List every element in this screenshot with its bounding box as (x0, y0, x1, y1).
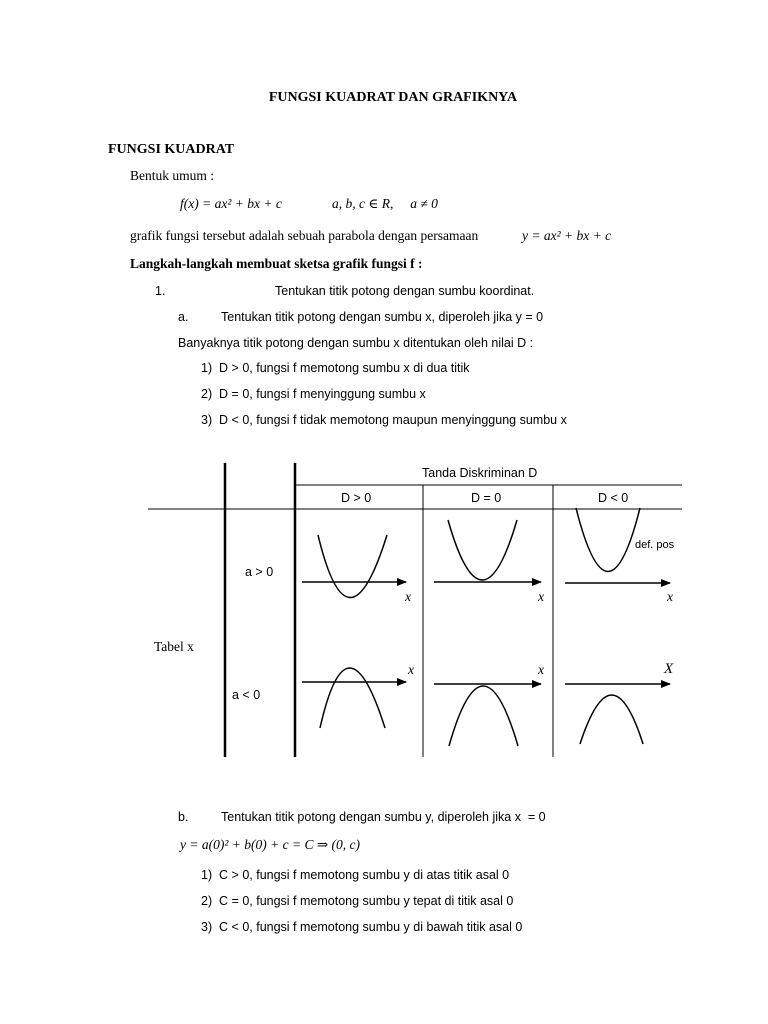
step-b-text: Tentukan titik potong dengan sumbu y, diperoleh jika x = 0 (221, 810, 546, 824)
step-a-count-text: Banyaknya titik potong dengan sumbu x ditentukan oleh nilai D : (178, 336, 534, 350)
axis-label-1-3: x (667, 589, 673, 604)
table-col-d-neg: D < 0 (598, 491, 629, 505)
parabola-up-no-roots (576, 508, 640, 572)
table-header: Tanda Diskriminan D (422, 466, 538, 480)
step-a-item-3: 3) D < 0, fungsi f tidak memotong maupun menyinggung sumbu x (201, 413, 567, 427)
table-col-d-pos: D > 0 (341, 491, 372, 505)
step1-number: 1. (155, 284, 166, 298)
parabola-down-two-roots (320, 668, 385, 728)
step-b-item-2: 2) C = 0, fungsi f memotong sumbu y tepat di titik asal 0 (201, 894, 514, 908)
step1-text: Tentukan titik potong dengan sumbu koordinat. (275, 284, 535, 298)
def-pos-annotation: def. pos (635, 539, 675, 551)
step-a-text: Tentukan titik potong dengan sumbu x, diperoleh jika y = 0 (221, 310, 544, 324)
step-b-item-3: 3) C < 0, fungsi f memotong sumbu y di bawah titik asal 0 (201, 920, 523, 934)
general-form-formula: f(x) = ax² + bx + c (180, 196, 282, 211)
parabola-down-tangent (449, 686, 518, 746)
steps-heading: Langkah-langkah membuat sketsa grafik fungsi f : (130, 256, 423, 271)
parabola-equation: y = ax² + bx + c (522, 228, 612, 243)
axis-label-2-2: x (538, 662, 544, 677)
axis-label-1-2: x (538, 589, 544, 604)
table-row-a-neg: a < 0 (232, 688, 261, 702)
general-form-condition: a, b, c ∈ R, a ≠ 0 (332, 196, 438, 211)
axis-label-1-1: x (405, 589, 411, 604)
parabola-sentence: grafik fungsi tersebut adalah sebuah parabola dengan persamaan (130, 228, 479, 243)
section-heading: FUNGSI KUADRAT (108, 142, 235, 157)
axis-label-2-3: X (664, 661, 674, 677)
step-b-item-1: 1) C > 0, fungsi f memotong sumbu y di atas titik asal 0 (201, 868, 510, 882)
step-a-letter: a. (178, 310, 189, 324)
parabola-up-two-roots (318, 535, 387, 598)
general-form-label: Bentuk umum : (130, 168, 214, 183)
step-b-formula: y = a(0)² + b(0) + c = C ⇒ (0, c) (180, 837, 361, 852)
axis-label-2-1: x (408, 662, 414, 677)
page-title: FUNGSI KUADRAT DAN GRAFIKNYA (268, 90, 518, 105)
parabola-down-no-roots (580, 695, 643, 744)
parabola-up-tangent (448, 520, 517, 580)
step-a-item-1: 1) D > 0, fungsi f memotong sumbu x di dua titik (201, 361, 470, 375)
table-row-title: Tabel x (154, 639, 194, 654)
step-b-letter: b. (178, 810, 189, 824)
step-a-item-2: 2) D = 0, fungsi f menyinggung sumbu x (201, 387, 426, 401)
table-col-d-zero: D = 0 (471, 491, 502, 505)
table-row-a-pos: a > 0 (245, 565, 274, 579)
